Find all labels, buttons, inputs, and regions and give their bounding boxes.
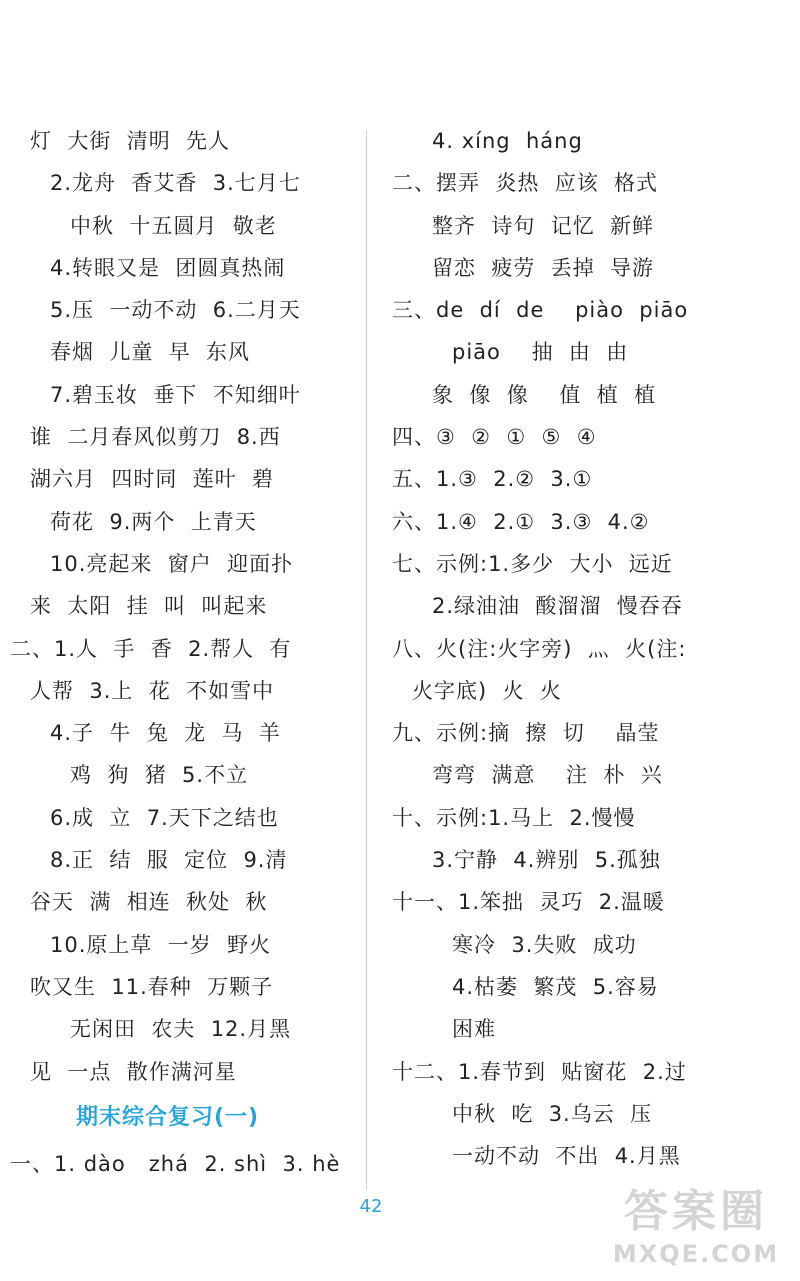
answer-line: 3.宁静 4.辨别 5.孤独	[432, 848, 661, 873]
answer-line: 鸡 狗 猪 5.不立	[70, 763, 249, 788]
answer-line: 5.压 一动不动 6.二月天	[50, 298, 301, 323]
left-column	[10, 120, 350, 1185]
answer-line: 人帮 3.上 花 不如雪中	[30, 678, 275, 703]
right-column	[392, 120, 772, 1177]
answer-line: 四、③ ② ① ⑤ ④	[392, 425, 597, 450]
answer-line: 弯弯 满意 注 朴 兴	[432, 763, 663, 788]
answer-line: 七、示例:1.多少 大小 远近	[392, 551, 673, 576]
page-number: 42	[359, 1196, 383, 1217]
answer-line: 2.绿油油 酸溜溜 慢吞吞	[432, 594, 683, 619]
answer-line: 来 太阳 挂 叫 叫起来	[30, 594, 268, 619]
answer-line: 二、摆弄 炎热 应该 格式	[392, 171, 659, 196]
answer-line: 留恋 疲劳 丢掉 导游	[432, 255, 655, 280]
answer-line: 象 像 像 值 植 植	[432, 382, 657, 407]
answer-line: 五、1.③ 2.② 3.①	[392, 467, 593, 492]
answer-line: 十二、1.春节到 贴窗花 2.过	[392, 1059, 687, 1084]
answer-line: 中秋 十五圆月 敬老	[70, 213, 277, 238]
answer-line: 三、de dí de piào piāo	[392, 298, 689, 323]
answer-line: 10.原上草 一岁 野火	[50, 932, 272, 957]
answer-line: 一动不动 不出 4.月黑	[452, 1144, 681, 1169]
answer-line: 灯 大街 清明 先人	[30, 129, 231, 153]
answer-line: 8.正 结 服 定位 9.清	[50, 848, 288, 873]
answer-line: 2.龙舟 香艾香 3.七月七	[50, 171, 301, 196]
answer-line: 湖六月 四时同 莲叶 碧	[30, 467, 275, 492]
answer-line: 春烟 儿童 早 东风	[50, 340, 251, 365]
answer-line: 二、1.人 手 香 2.帮人 有	[10, 636, 292, 661]
answer-line: 整齐 诗句 记忆 新鲜	[432, 213, 655, 238]
answer-line: piāo 抽 由 由	[452, 340, 629, 365]
answer-line: 4. xíng háng	[432, 129, 583, 153]
answer-line: 6.成 立 7.天下之结也	[50, 805, 279, 830]
watermark-main: 答案圈	[624, 1186, 768, 1237]
answer-line: 十、示例:1.马上 2.慢慢	[392, 805, 636, 830]
answer-line: 一、1. dào zhá 2. shì 3. hè	[10, 1151, 341, 1176]
answer-line: 九、示例:摘 擦 切 晶莹	[392, 721, 660, 746]
answer-line: 4.子 牛 兔 龙 马 羊	[50, 721, 281, 746]
answer-line: 八、火(注:火字旁) 灬 火(注:	[392, 636, 687, 661]
answer-line: 中秋 吃 3.乌云 压	[452, 1101, 653, 1126]
answer-line: 谷天 满 相连 秋处 秋	[30, 890, 268, 915]
section-title: 期末综合复习(一)	[76, 1104, 260, 1130]
answer-line: 荷花 9.两个 上青天	[50, 509, 257, 534]
watermark-sub: MXQE.COM	[612, 1240, 780, 1268]
answer-line: 六、1.④ 2.① 3.③ 4.②	[392, 509, 650, 534]
answer-line: 寒冷 3.失败 成功	[452, 932, 637, 957]
answer-line: 4.枯萎 繁茂 5.容易	[452, 974, 659, 999]
watermark-logo	[606, 1185, 786, 1275]
answer-line: 困难	[452, 1017, 496, 1042]
answer-line: 十一、1.笨拙 灵巧 2.温暖	[392, 890, 665, 915]
answer-line: 7.碧玉妆 垂下 不知细叶	[50, 382, 301, 407]
answer-line: 火字底) 火 火	[412, 678, 562, 703]
answer-line: 无闲田 农夫 12.月黑	[70, 1017, 292, 1042]
answer-line: 10.亮起来 窗户 迎面扑	[50, 551, 294, 576]
answer-line: 谁 二月春风似剪刀 8.西	[30, 425, 281, 450]
answer-line: 见 一点 散作满河星	[30, 1059, 237, 1084]
column-divider	[366, 130, 367, 1190]
answer-line: 吹又生 11.春种 万颗子	[30, 974, 274, 999]
answer-line: 4.转眼又是 团圆真热闹	[50, 255, 286, 280]
